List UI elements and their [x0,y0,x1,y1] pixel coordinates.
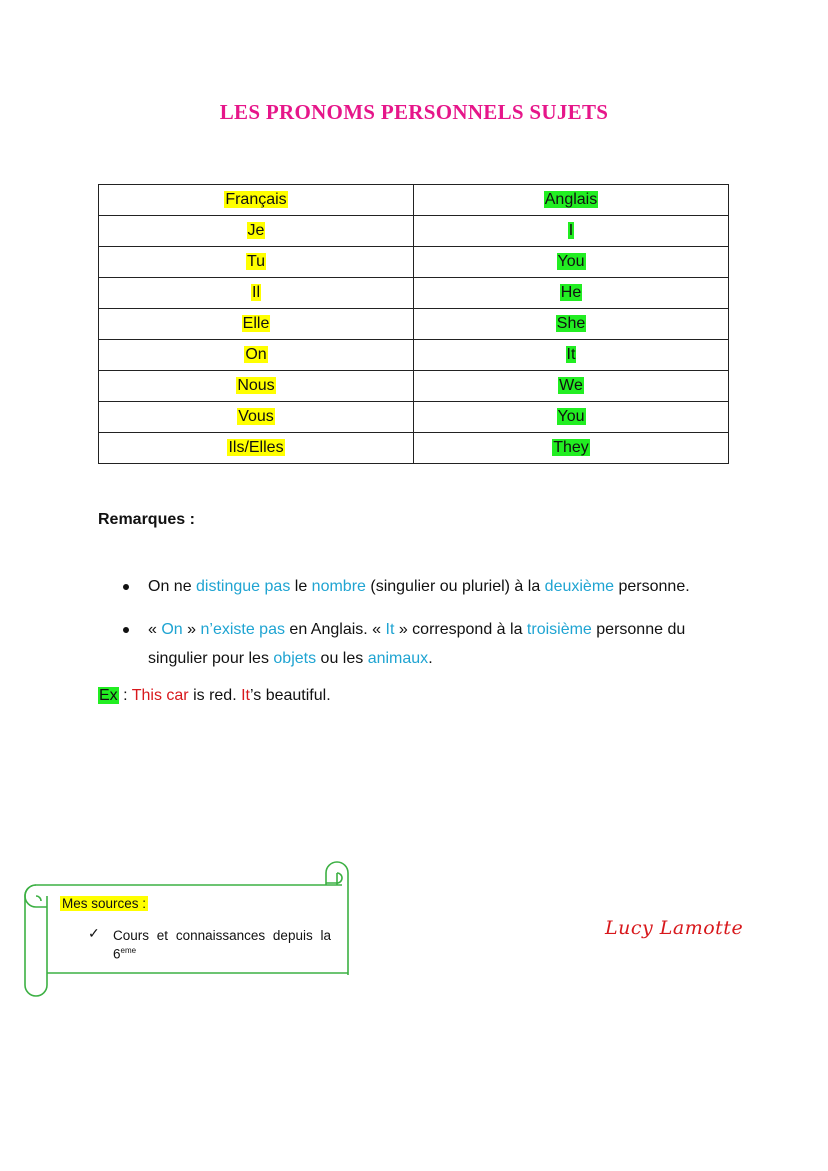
french-pronoun: Vous [238,408,274,425]
text-run: . [428,650,433,667]
table-row [99,340,729,371]
text-run: It [385,621,395,638]
text-run: personne du [591,621,686,638]
table-cell [414,278,729,309]
english-pronoun: I [568,222,574,239]
text-run: is red. [188,687,242,704]
example-label: Ex [99,687,118,704]
table-row [99,371,729,402]
table-row [99,309,729,340]
french-pronoun: Je [247,222,265,239]
text-run: 6 [113,946,121,962]
page-title: LES PRONOMS PERSONNELS SUJETS [219,100,609,124]
table-cell [99,340,414,371]
text-run: objets [273,650,317,667]
table-cell [414,340,729,371]
table-cell [414,309,729,340]
french-pronoun: Tu [246,253,266,270]
table-cell [99,278,414,309]
text-run: » correspond à la [394,621,527,638]
header-francais: Français [225,191,287,208]
checkmark-icon: ✓ [88,925,100,941]
sources-label: Mes sources : [62,896,147,911]
text-run: « [148,621,162,638]
english-pronoun: You [557,253,585,270]
french-pronoun: Elle [242,315,270,332]
header-anglais: Anglais [544,191,598,208]
table-cell [99,371,414,402]
text-run: le [290,578,312,595]
french-pronoun: Nous [237,377,275,394]
table-row [99,278,729,309]
text-run: animaux [367,650,429,667]
text-run: distingue pas [196,578,291,595]
table-row [99,216,729,247]
author-signature: Lucy Lamotte [605,917,744,939]
french-pronoun: Ils/Elles [228,439,284,456]
table-cell [99,309,414,340]
text-run: deuxième [544,578,615,595]
table-cell [99,216,414,247]
text-run: ’s beautiful. [249,687,331,704]
table-cell [414,433,729,464]
text-run: This car [131,687,189,704]
english-pronoun: It [566,346,576,363]
remark-bullet-2 [148,615,728,673]
table-row [99,402,729,433]
source-item: Cours et connaissances depuis la [113,928,331,943]
english-pronoun: You [557,408,585,425]
remarques-heading: Remarques : [98,511,195,528]
table-cell [99,433,414,464]
remark-bullet-1 [148,572,728,601]
english-pronoun: He [560,284,582,301]
pronoun-table [98,184,729,464]
table-row [99,433,729,464]
text-run: ou les [316,650,368,667]
text-run: » [182,621,201,638]
english-pronoun: We [559,377,583,394]
text-run: n’existe pas [200,621,285,638]
text-run: singulier pour les [148,650,274,667]
table-header-row [99,185,729,216]
header-cell-french [99,185,414,216]
table-row [99,247,729,278]
table-cell [99,247,414,278]
text-run: personne. [614,578,690,595]
french-pronoun: Il [252,284,260,301]
english-pronoun: She [556,315,586,332]
french-pronoun: On [245,346,267,363]
text-run: On [161,621,183,638]
table-cell [414,216,729,247]
example-sentence [98,687,331,705]
text-run: (singulier ou pluriel) à la [365,578,545,595]
table-cell [414,371,729,402]
text-run: en Anglais. « [284,621,386,638]
table-cell [414,247,729,278]
text-run: troisième [526,621,592,638]
header-cell-english [414,185,729,216]
superscript: eme [120,946,137,955]
text-run: nombre [311,578,366,595]
text-run: On ne [148,578,197,595]
english-pronoun: They [553,439,589,456]
bullet-dot [123,627,129,633]
table-cell [414,402,729,433]
text-run: : [118,687,132,704]
text-run: It [241,687,250,704]
table-cell [99,402,414,433]
bullet-dot [123,584,129,590]
source-item-grade [113,946,136,962]
